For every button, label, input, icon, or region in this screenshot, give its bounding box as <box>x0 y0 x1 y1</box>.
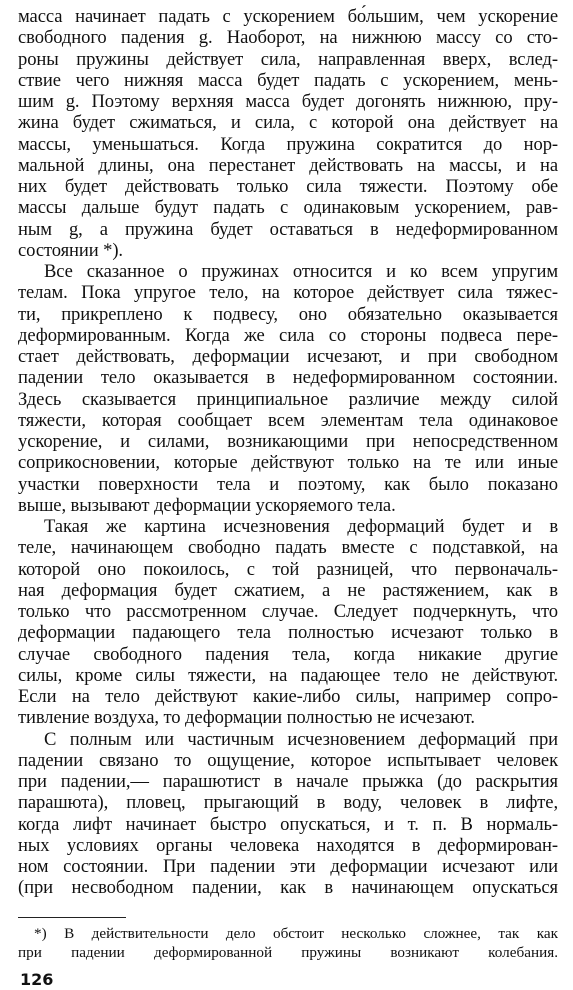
page-number: 126 <box>20 970 54 989</box>
text-line: ных условиях органы человека находятся в деформирован- <box>18 834 558 856</box>
text-line: только что рассмотренном случае. Следует подчеркнуть, что <box>18 601 558 622</box>
text-line: ускорение, и силами, возникающими при непосредственном <box>18 431 558 452</box>
footnote <box>18 924 558 962</box>
text-line: масса начинает падать с ускорением бо́льшим, чем ускорение <box>18 6 558 27</box>
text-line: стает действовать, деформации исчезают, и при свободном <box>18 346 558 367</box>
text-line: парашюта), пловец, прыгающий в воду, человек в лифте, <box>18 792 558 814</box>
text-line: Здесь сказывается принципиальное различие между силой <box>18 388 558 410</box>
text-line: Если на тело действуют какие-либо силы, например сопро- <box>18 686 558 707</box>
text-line: Такая же картина исчезновения деформаций будет и в <box>44 516 558 537</box>
paragraph-2 <box>18 261 558 516</box>
text-line: участки поверхности тела и поэтому, как было показано <box>18 473 558 495</box>
text-line: выше, вызывают деформации ускоряемого тела. <box>18 494 396 516</box>
text-line: них будет действовать только сила тяжести. Поэтому обе <box>18 176 558 197</box>
text-line: деформированным. Когда же сила со стороны подвеса пере- <box>18 324 558 346</box>
text-line: силы, кроме силы тяжести, на падающее тело не действуют. <box>18 664 558 686</box>
text-line: ти, прикреплено к подвесу, оно обязательно оказывается <box>18 303 558 325</box>
footnote-line: *) В действительности дело обстоит несколько сложнее, так как <box>34 925 558 942</box>
text-line: состоянии *). <box>18 239 123 261</box>
text-line: падении связано то ощущение, которое испытывает человек <box>18 749 558 771</box>
text-line: соприкосновении, которые действуют только на те или иные <box>18 452 558 474</box>
paragraph-1 <box>18 6 558 261</box>
text-line: ным g, а пружина будет оставаться в недеформированном <box>18 218 558 240</box>
text-line: теле, начинающем свободно падать вместе с подставкой, на <box>18 537 558 559</box>
text-line: С полным или частичным исчезновением деформаций при <box>44 728 558 750</box>
text-line: которой оно покоилось, с той разницей, что первоначаль- <box>18 558 558 580</box>
paragraph-3 <box>18 516 558 729</box>
text-line: случае свободного падения тела, когда никакие другие <box>18 643 558 665</box>
text-line: шим g. Поэтому верхняя масса будет догонять нижнюю, пру- <box>18 91 558 112</box>
footnote-line: при падении деформированной пружины возникают колебания. <box>18 944 558 961</box>
text-line: тяжести, которая сообщает всем элементам тела одинаковое <box>18 409 558 431</box>
text-line: жина будет сжиматься, и сила, с которой она действует на <box>18 112 558 134</box>
text-line: массы дальше будут падать с одинаковым ускорением, рав- <box>18 197 558 219</box>
text-line: массы, уменьшаться. Когда пружина сократится до нор- <box>18 133 558 155</box>
text-line: ствие чего нижняя масса будет падать с ускорением, мень- <box>18 69 558 91</box>
footnote-separator <box>18 917 126 918</box>
text-line: (при несвободном падении, как в начинающем опускаться <box>18 877 558 899</box>
text-line: ном состоянии. При падении эти деформации исчезают или <box>18 856 558 877</box>
text-line: тивление воздуха, то деформации полностью не исчезают. <box>18 707 475 729</box>
text-line: при падении,— парашютист в начале прыжка (до раскрытия <box>18 771 558 792</box>
text-line: Все сказанное о пружинах относится и ко всем упругим <box>44 261 558 282</box>
page-body <box>18 6 558 899</box>
text-line: когда лифт начинает быстро опускаться, и т. п. В нормаль- <box>18 813 558 835</box>
text-line: телам. Пока упругое тело, на которое действует сила тяжес- <box>18 282 558 304</box>
text-line: свободного падения g. Наоборот, на нижнюю массу со сто- <box>18 27 558 49</box>
text-line: мальной длины, она перестанет действовать на массы, и на <box>18 154 558 176</box>
text-line: ная деформация будет сжатием, а не растяжением, как в <box>18 579 558 601</box>
text-line: роны пружины действует сила, направленная вверх, вслед- <box>18 48 558 70</box>
paragraph-4 <box>18 729 558 899</box>
text-line: падении тело оказывается в недеформированном состоянии. <box>18 367 558 389</box>
text-line: деформации падающего тела полностью исчезают только в <box>18 622 558 644</box>
